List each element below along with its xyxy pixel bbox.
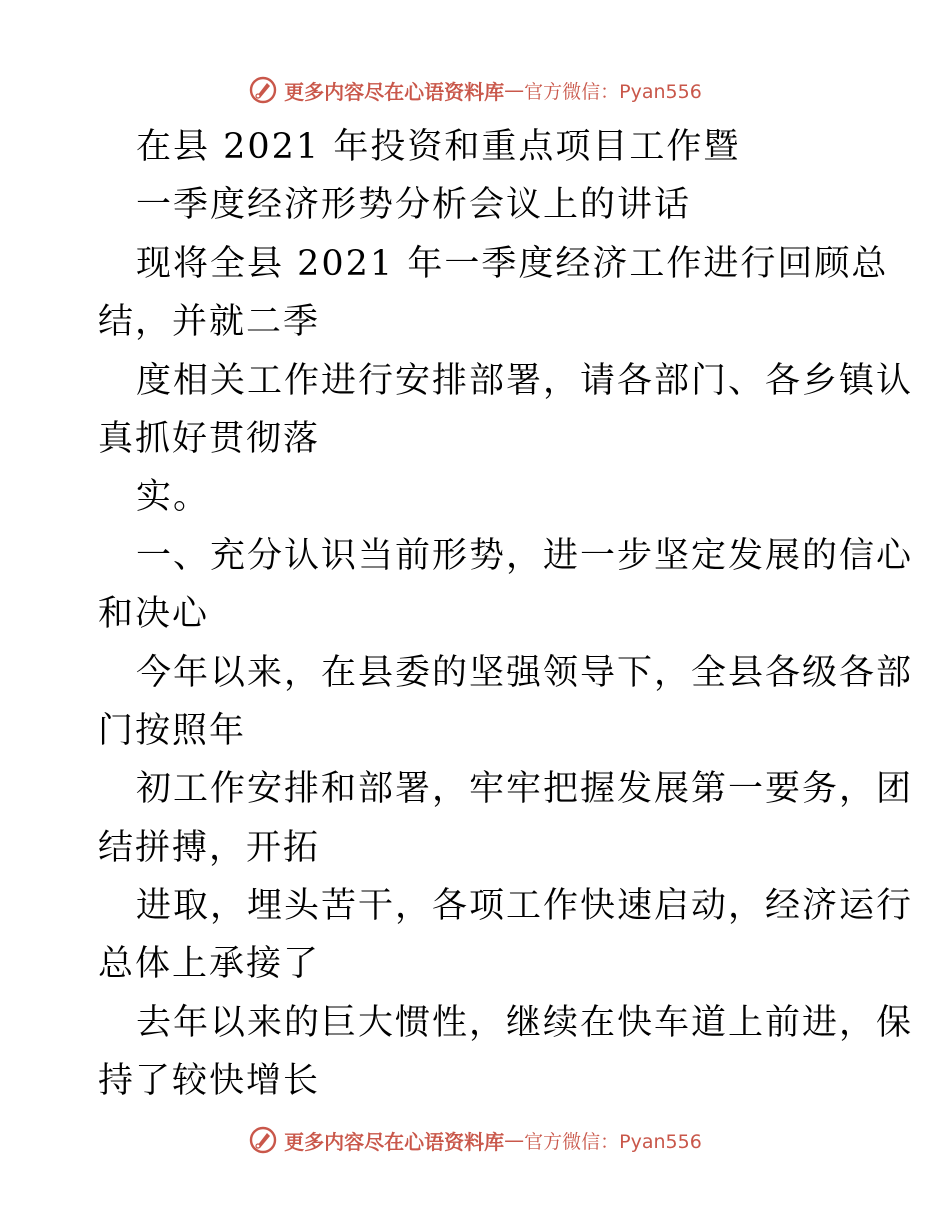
watermark-site-text: 更多内容尽在心语资料库 xyxy=(284,79,505,104)
paragraph-line: 结，并就二季 xyxy=(98,302,321,343)
paragraph-line: 门按照年 xyxy=(98,710,247,751)
document-title-line-1: 在县 2021 年投资和重点项目工作暨 xyxy=(136,127,741,167)
paragraph-line: 实。 xyxy=(136,477,211,518)
watermark-site-text: 更多内容尽在心语资料库 xyxy=(284,1129,505,1154)
watermark-separator: — xyxy=(504,1128,525,1152)
watermark-wechat-text: 官方微信：Pyan556 xyxy=(524,80,702,103)
paragraph-line: 去年以来的巨大惯性，继续在快车道上前进，保 xyxy=(136,1002,914,1043)
section-heading-line: 和决心 xyxy=(98,594,210,635)
paragraph-line: 进取，埋头苦干，各项工作快速启动，经济运行 xyxy=(136,886,914,927)
header-watermark xyxy=(0,70,950,110)
section-heading-line: 一、充分认识当前形势，进一步坚定发展的信心 xyxy=(136,535,914,576)
pen-nib-logo-icon xyxy=(248,75,278,105)
document-body xyxy=(98,118,914,1111)
paragraph-line: 度相关工作进行安排部署，请各部门、各乡镇认 xyxy=(136,360,914,401)
paragraph-line: 持了较快增长 xyxy=(98,1061,321,1102)
paragraph-line: 今年以来，在县委的坚强领导下，全县各级各部 xyxy=(136,652,914,693)
watermark-wechat-text: 官方微信：Pyan556 xyxy=(524,1130,702,1153)
paragraph-line: 初工作安排和部署，牢牢把握发展第一要务，团 xyxy=(136,769,914,810)
document-title-line-2: 一季度经济形势分析会议上的讲话 xyxy=(136,185,692,226)
paragraph-line: 结拼搏，开拓 xyxy=(98,827,321,868)
paragraph-line: 总体上承接了 xyxy=(98,944,321,985)
watermark-separator: — xyxy=(504,78,525,102)
paragraph-line: 真抓好贯彻落 xyxy=(98,418,321,459)
paragraph-line: 现将全县 2021 年一季度经济工作进行回顾总 xyxy=(136,243,889,284)
footer-watermark xyxy=(0,1120,950,1160)
pen-nib-logo-icon xyxy=(248,1125,278,1155)
